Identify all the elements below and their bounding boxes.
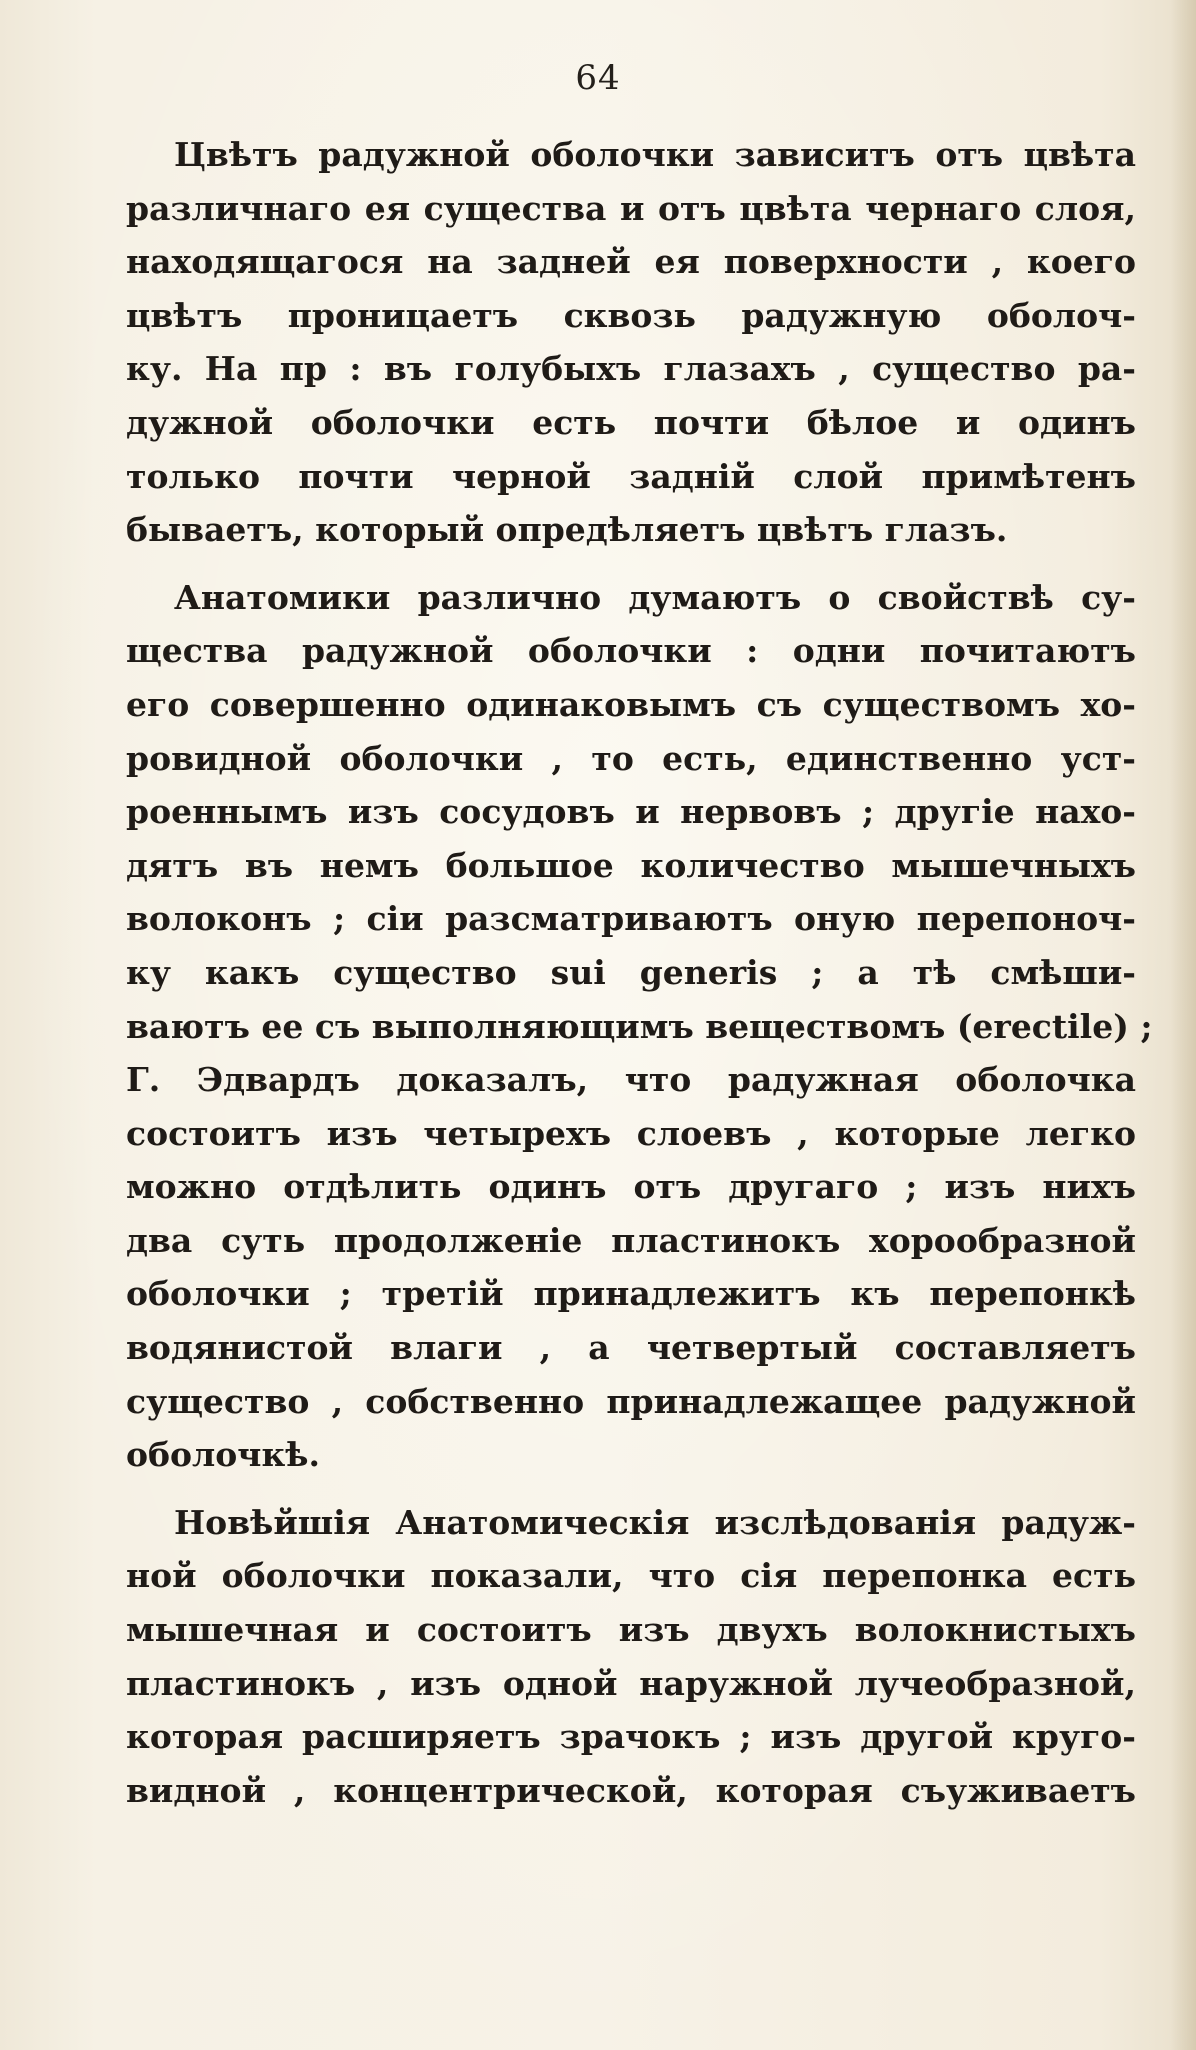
text-line: можно отдѣлить одинъ отъ другаго ; изъ нихъ (126, 1167, 1136, 1207)
text-line: находящагося на задней ея поверхности , коего (126, 242, 1136, 282)
text-line: водянистой влаги , а четвертый составляетъ (126, 1328, 1136, 1368)
paragraph-recent-research (126, 1496, 1136, 1818)
text-line: волоконъ ; сіи разсматриваютъ оную перепоноч- (126, 899, 1136, 939)
page-number: 64 (575, 58, 621, 98)
text-line: ной оболочки показали, что сія перепонка есть (126, 1556, 1136, 1596)
page-edge-shadow (1170, 0, 1196, 2050)
body-text (126, 128, 1153, 1817)
paragraph-anatomists (126, 571, 1153, 1482)
text-line: пластинокъ , изъ одной наружной лучеобразной, (126, 1663, 1136, 1703)
text-line: Новѣйшія Анатомическія изслѣдованія радуж- (174, 1502, 1136, 1542)
text-line: ровидной оболочки , то есть, единственно уст- (126, 738, 1136, 778)
text-line: дужной оболочки есть почти бѣлое и одинъ (126, 402, 1136, 442)
text-line: мышечная и состоитъ изъ двухъ волокнистыхъ (126, 1610, 1136, 1650)
text-line: щества радужной оболочки : одни почитаютъ (126, 631, 1136, 671)
text-line: два суть продолженіе пластинокъ хорообразной (126, 1220, 1136, 1260)
text-line: его совершенно одинаковымъ съ существомъ хо- (126, 684, 1136, 724)
text-line: ку какъ существо sui generis ; а тѣ смѣши- (126, 952, 1136, 992)
text-line: которая расширяетъ зрачокъ ; изъ другой круго- (126, 1717, 1136, 1757)
text-line: существо , собственно принадлежащее радужной (126, 1381, 1136, 1421)
text-line: только почти черной задній слой примѣтенъ (126, 456, 1136, 496)
text-line: оболочки ; третій принадлежитъ къ перепонкѣ (126, 1274, 1136, 1314)
text-line: дятъ въ немъ большое количество мышечныхъ (126, 845, 1136, 885)
text-line: Г. Эдвардъ доказалъ, что радужная оболочка (126, 1060, 1136, 1100)
text-line: видной , концентрической, которая съуживаетъ (126, 1770, 1136, 1810)
text-line: бываетъ, который опредѣляетъ цвѣтъ глазъ. (126, 510, 1008, 550)
text-line: ваютъ ее съ выполняющимъ веществомъ (erectile) ; (126, 1006, 1153, 1046)
text-line: различнаго ея существа и отъ цвѣта чернаго слоя, (126, 188, 1136, 228)
text-line: ку. На пр : въ голубыхъ глазахъ , существо ра- (126, 349, 1136, 389)
text-line: роеннымъ изъ сосудовъ и нервовъ ; другіе нахо- (126, 792, 1136, 832)
text-line: состоитъ изъ четырехъ слоевъ , которые легко (126, 1113, 1136, 1153)
text-line: оболочкѣ. (126, 1435, 320, 1475)
text-line: Анатомики различно думаютъ о свойствѣ су- (174, 577, 1136, 617)
text-line: Цвѣтъ радужной оболочки зависитъ отъ цвѣта (174, 135, 1136, 174)
text-line: цвѣтъ проницаетъ сквозь радужную оболоч- (126, 295, 1136, 335)
paragraph-iris-color (126, 128, 1136, 557)
